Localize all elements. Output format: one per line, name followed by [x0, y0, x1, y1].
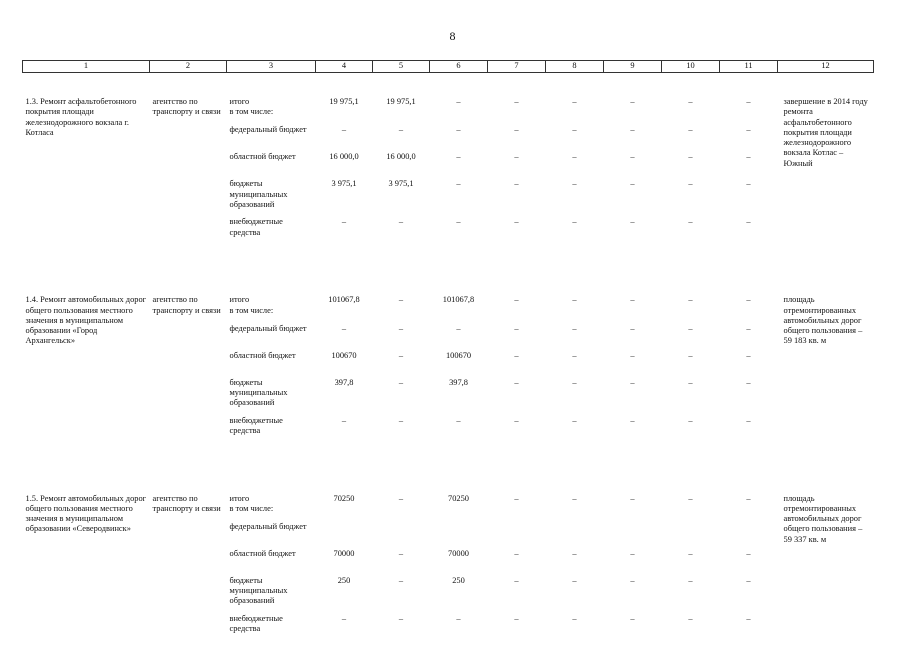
measure-description: 1.4. Ремонт автомобильных дорог общего пользования местного значения в муниципальном образовании «Город Архангельск»	[25, 295, 147, 346]
funding-category: в том числе:	[229, 107, 274, 117]
amount-cell: 3 975,1	[331, 179, 357, 189]
funding-category: итого	[229, 493, 250, 503]
amount-cell: –	[456, 152, 461, 162]
amount-cell: –	[572, 217, 577, 227]
amount-cell: –	[630, 493, 635, 503]
expected-result: завершение в 2014 году ремонта асфальтобетонного покрытия площади железнодорожного вокзала Котлас – Южный	[783, 97, 868, 168]
amount-cell: –	[630, 415, 635, 425]
amount-cell: –	[514, 377, 519, 387]
amount-cell: –	[746, 377, 751, 387]
amount-cell: –	[630, 377, 635, 387]
amount-cell: –	[746, 152, 751, 162]
amount-cell: 70250	[333, 493, 355, 503]
amount-cell: –	[341, 125, 347, 135]
amount-cell	[720, 107, 778, 125]
responsible-agency: агентство по транспорту и связи	[152, 295, 221, 315]
amount-cell: –	[688, 415, 693, 425]
amount-cell: –	[572, 295, 577, 305]
amount-cell	[604, 522, 662, 549]
amount-cell	[488, 522, 546, 549]
amount-cell: –	[572, 125, 577, 135]
amount-cell: –	[688, 493, 693, 503]
amount-cell: –	[688, 97, 693, 106]
amount-cell: 70000	[333, 548, 355, 558]
amount-cell: –	[746, 323, 751, 333]
funding-category: федеральный бюджет	[229, 125, 307, 135]
amount-cell: –	[688, 350, 693, 360]
amount-cell: 100670	[331, 350, 357, 360]
amount-cell: –	[398, 377, 404, 387]
amount-cell	[546, 522, 604, 549]
amount-cell: 101067,8	[442, 295, 475, 305]
amount-cell	[430, 107, 488, 125]
amount-cell: –	[688, 323, 693, 333]
amount-cell: –	[688, 575, 693, 585]
amount-cell: –	[630, 152, 635, 162]
amount-cell	[430, 306, 488, 324]
amount-cell: –	[572, 613, 577, 623]
amount-cell: –	[456, 179, 461, 189]
amount-cell: –	[572, 415, 577, 425]
amount-cell: –	[398, 295, 404, 305]
amount-cell: 70000	[448, 548, 469, 558]
column-number-3: 3	[227, 61, 316, 73]
funding-category: федеральный бюджет	[229, 521, 307, 531]
funding-category: внебюджетные средства	[229, 415, 283, 435]
amount-cell: –	[398, 323, 404, 333]
amount-cell: –	[398, 350, 404, 360]
responsible-agency: агентство по транспорту и связи	[152, 493, 221, 513]
amount-cell: –	[341, 415, 347, 425]
amount-cell: –	[688, 179, 693, 189]
amount-cell: –	[746, 125, 751, 135]
column-number-row	[23, 61, 874, 73]
amount-cell: –	[630, 179, 635, 189]
amount-cell	[720, 306, 778, 324]
amount-cell: 3 975,1	[388, 179, 414, 189]
amount-cell: –	[630, 613, 635, 623]
funding-category: внебюджетные средства	[229, 613, 283, 633]
amount-cell	[662, 522, 720, 549]
amount-cell: –	[514, 217, 519, 227]
amount-cell: –	[456, 613, 461, 623]
amount-cell: –	[630, 323, 635, 333]
column-number-8: 8	[546, 61, 604, 73]
funding-category: бюджеты муниципальных образований	[229, 377, 288, 407]
amount-cell: –	[572, 575, 577, 585]
amount-cell: –	[630, 97, 635, 106]
amount-cell: –	[630, 548, 635, 558]
amount-cell	[373, 107, 430, 125]
amount-cell	[316, 522, 373, 549]
amount-cell: 19 975,1	[329, 97, 359, 106]
amount-cell: –	[341, 613, 347, 623]
amount-cell: –	[746, 613, 751, 623]
amount-cell: –	[456, 217, 461, 227]
amount-cell: –	[746, 493, 751, 503]
expected-result: площадь отремонтированных автомобильных дорог общего пользования – 59 337 кв. м	[783, 493, 863, 544]
table-row	[23, 73, 874, 108]
amount-cell: –	[398, 548, 404, 558]
column-number-5: 5	[373, 61, 430, 73]
column-number-11: 11	[720, 61, 778, 73]
column-number-2: 2	[150, 61, 227, 73]
spacer-cell	[23, 255, 874, 271]
amount-cell: –	[456, 97, 461, 106]
spacer-cell	[23, 454, 874, 470]
amount-cell: –	[746, 350, 751, 360]
amount-cell	[488, 107, 546, 125]
amount-cell: –	[746, 217, 751, 227]
amount-cell	[604, 504, 662, 522]
funding-category: областной бюджет	[229, 350, 296, 360]
table-body	[23, 73, 874, 652]
amount-cell: –	[398, 613, 404, 623]
amount-cell	[373, 306, 430, 324]
amount-cell: 100670	[445, 350, 472, 360]
amount-cell	[488, 306, 546, 324]
amount-cell: –	[398, 217, 404, 227]
responsible-agency: агентство по транспорту и связи	[152, 97, 221, 117]
funding-category: итого	[229, 295, 250, 305]
amount-cell: 250	[452, 575, 465, 585]
amount-cell: –	[341, 323, 347, 333]
amount-cell	[316, 107, 373, 125]
amount-cell: –	[630, 295, 635, 305]
amount-cell: –	[456, 415, 461, 425]
amount-cell	[373, 522, 430, 549]
amount-cell	[546, 107, 604, 125]
amount-cell: 397,8	[449, 377, 468, 387]
amount-cell	[488, 504, 546, 522]
funding-category: бюджеты муниципальных образований	[229, 179, 288, 209]
amount-cell: –	[572, 548, 577, 558]
amount-cell: –	[398, 415, 404, 425]
amount-cell	[604, 306, 662, 324]
amount-cell: –	[688, 152, 693, 162]
funding-category: федеральный бюджет	[229, 323, 307, 333]
amount-cell: –	[456, 125, 461, 135]
amount-cell: –	[746, 548, 751, 558]
funding-category: областной бюджет	[229, 548, 296, 558]
amount-cell: –	[572, 493, 577, 503]
amount-cell: –	[630, 350, 635, 360]
amount-cell: –	[514, 493, 519, 503]
amount-cell: –	[341, 217, 347, 227]
amount-cell: 250	[337, 575, 351, 585]
expected-result: площадь отремонтированных автомобильных дорог общего пользования – 59 183 кв. м	[783, 295, 863, 346]
amount-cell: –	[630, 575, 635, 585]
funding-category: в том числе:	[229, 305, 274, 315]
amount-cell: –	[514, 125, 519, 135]
amount-cell: –	[572, 350, 577, 360]
page-number: 8	[449, 29, 456, 43]
column-number-6: 6	[430, 61, 488, 73]
amount-cell	[430, 522, 488, 549]
amount-cell: –	[688, 217, 693, 227]
amount-cell: 70250	[448, 493, 469, 503]
column-number-10: 10	[662, 61, 720, 73]
amount-cell: –	[688, 295, 693, 305]
amount-cell: –	[514, 548, 519, 558]
amount-cell	[430, 504, 488, 522]
amount-cell: 16 000,0	[329, 152, 359, 162]
funding-category: бюджеты муниципальных образований	[229, 575, 288, 606]
amount-cell: –	[398, 575, 404, 585]
amount-cell: 397,8	[334, 377, 354, 387]
amount-cell	[720, 522, 778, 549]
amount-cell: –	[746, 415, 751, 425]
amount-cell: –	[514, 97, 519, 106]
amount-cell: –	[688, 613, 693, 623]
amount-cell: –	[746, 575, 751, 585]
amount-cell	[316, 306, 373, 324]
amount-cell	[662, 504, 720, 522]
funding-category: в том числе:	[229, 503, 274, 513]
amount-cell	[720, 504, 778, 522]
amount-cell: –	[514, 575, 519, 585]
column-number-1: 1	[23, 61, 150, 73]
amount-cell: –	[688, 125, 693, 135]
measure-description: 1.3. Ремонт асфальтобетонного покрытия площади железнодорожного вокзала г. Котласа	[25, 97, 137, 137]
amount-cell: –	[514, 613, 519, 623]
amount-cell: –	[398, 493, 404, 503]
column-number-9: 9	[604, 61, 662, 73]
amount-cell: –	[630, 125, 635, 135]
amount-cell: –	[572, 97, 577, 106]
amount-cell: –	[572, 152, 577, 162]
amount-cell: –	[572, 179, 577, 189]
amount-cell: –	[514, 350, 519, 360]
amount-cell: –	[688, 548, 693, 558]
amount-cell: 16 000,0	[386, 152, 416, 162]
column-number-12: 12	[778, 61, 874, 73]
measure-description: 1.5. Ремонт автомобильных дорог общего пользования местного значения в муниципальном образовании «Северодвинск»	[25, 493, 147, 534]
section-spacer	[23, 255, 874, 271]
amount-cell: –	[514, 415, 519, 425]
amount-cell: –	[514, 152, 519, 162]
amount-cell: –	[746, 179, 751, 189]
amount-cell: –	[572, 323, 577, 333]
amount-cell: –	[514, 323, 519, 333]
amount-cell: –	[746, 97, 751, 106]
funding-category: внебюджетные средства	[229, 217, 283, 237]
funding-category: итого	[229, 97, 250, 106]
section-spacer	[23, 454, 874, 470]
amount-cell	[546, 306, 604, 324]
amount-cell: –	[688, 377, 693, 387]
funding-category: областной бюджет	[229, 152, 296, 162]
amount-cell	[604, 107, 662, 125]
amount-cell: –	[746, 295, 751, 305]
amount-cell: 19 975,1	[386, 97, 416, 106]
amount-cell: –	[572, 377, 577, 387]
amount-cell	[546, 504, 604, 522]
table-row	[23, 470, 874, 504]
amount-cell	[373, 504, 430, 522]
amount-cell	[662, 107, 720, 125]
column-number-4: 4	[316, 61, 373, 73]
program-table	[22, 60, 874, 652]
amount-cell: –	[514, 179, 519, 189]
amount-cell: –	[456, 323, 461, 333]
amount-cell: 101067,8	[328, 295, 360, 305]
amount-cell	[316, 504, 373, 522]
table-row	[23, 271, 874, 305]
amount-cell: –	[630, 217, 635, 227]
amount-cell: –	[398, 125, 404, 135]
column-number-7: 7	[488, 61, 546, 73]
amount-cell: –	[514, 295, 519, 305]
amount-cell	[662, 306, 720, 324]
